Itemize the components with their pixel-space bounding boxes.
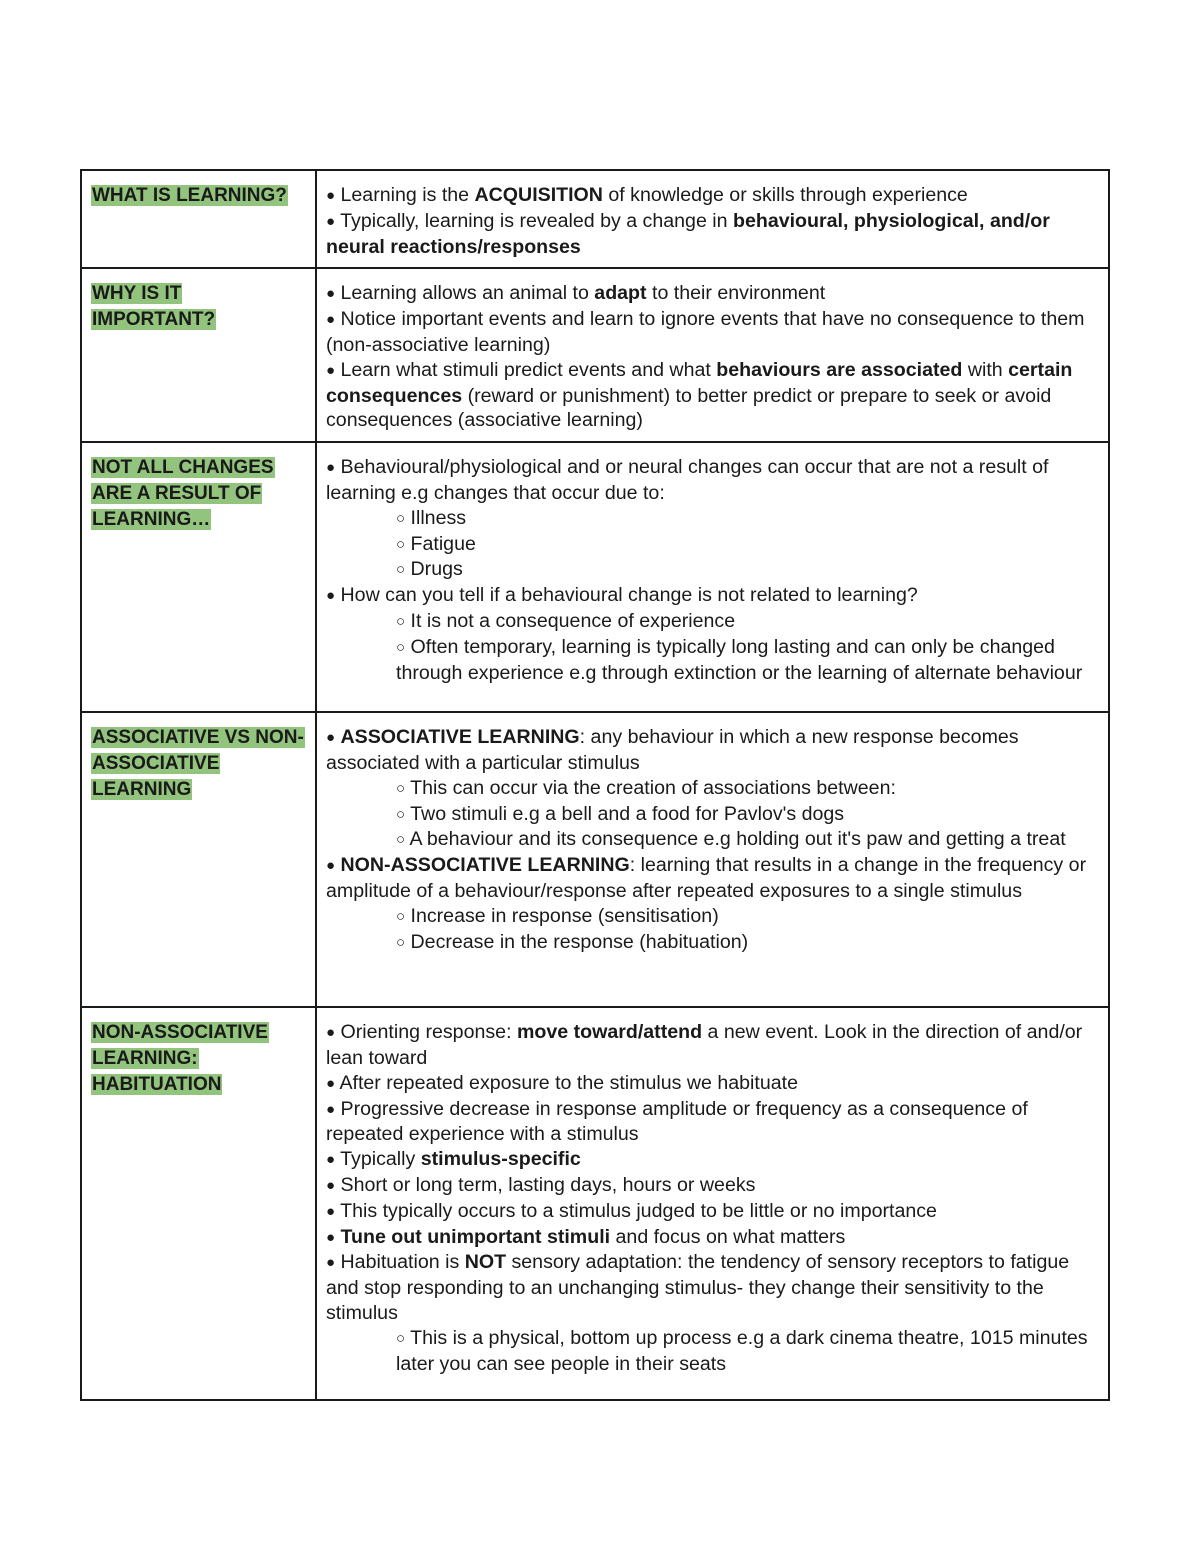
hollow-bullet-icon: ○ <box>396 612 406 630</box>
bullet-item <box>326 583 1099 609</box>
text: Fatigue <box>410 532 476 555</box>
bullet-item <box>326 1147 1099 1173</box>
text: Often temporary, learning is typically long lasting and can only be changed through experience e.g through extinction or the learning of alternate behaviour <box>396 635 1083 684</box>
bullet-icon: ● <box>326 311 336 329</box>
text: This can occur via the creation of associations between: <box>410 776 896 799</box>
text: Behavioural/physiological and or neural changes can occur that are not a result of learning e.g changes that occur due to: <box>326 456 1049 504</box>
row-heading-cell <box>81 1007 316 1400</box>
text: Two stimuli e.g a bell and a food for Pavlov's dogs <box>410 802 845 825</box>
bullet-item <box>326 1250 1099 1325</box>
bullet-icon: ● <box>326 361 336 379</box>
text: Decrease in the response (habituation) <box>410 930 749 953</box>
text: Increase in response (sensitisation) <box>410 904 719 927</box>
bullet-icon: ● <box>326 587 336 605</box>
text: Short or long term, lasting days, hours or weeks <box>340 1173 756 1196</box>
text: How can you tell if a behavioural change is not related to learning? <box>340 584 918 607</box>
sub-bullet-item <box>326 506 1099 532</box>
bold-text: adapt <box>594 282 647 305</box>
row-heading: WHAT IS LEARNING? <box>92 185 287 206</box>
notes-table-body <box>81 170 1109 1400</box>
text: It is not a consequence of experience <box>410 609 736 632</box>
bold-text: move toward/attend <box>516 1021 703 1044</box>
text: Learning allows an animal to <box>340 282 595 305</box>
text: Illness <box>410 506 467 529</box>
text: : learning that results in a change in the frequency or amplitude of a behaviour/response after repeated exposures to a single stimulus <box>326 854 1087 902</box>
bold-text: behavioural, physiological, and/or neural reactions/responses <box>326 209 1050 258</box>
bullet-icon: ● <box>326 729 336 747</box>
bullet-item <box>326 307 1099 358</box>
text: This typically occurs to a stimulus judged to be little or no importance <box>340 1199 937 1222</box>
sub-bullet-item <box>326 609 1099 635</box>
bullet-item <box>326 1173 1099 1199</box>
text: Learning is the <box>340 184 475 206</box>
text: (reward or punishment) to better predict or prepare to seek or avoid consequences (associative learning) <box>326 384 1052 432</box>
row-heading-cell <box>81 170 316 268</box>
bold-text: behaviours are associated <box>716 358 963 381</box>
bold-text: certain consequences <box>326 358 1073 407</box>
bullet-item <box>326 1020 1099 1071</box>
bullet-icon: ● <box>326 1151 336 1169</box>
hollow-bullet-icon: ○ <box>396 561 406 579</box>
bullet-icon: ● <box>326 1024 336 1042</box>
row-content-cell <box>316 170 1109 268</box>
text: and focus on what matters <box>610 1225 846 1248</box>
text: of knowledge or skills through experience <box>602 184 968 206</box>
bullet-item <box>326 183 1099 209</box>
text: Typically, learning is revealed by a change in <box>340 209 733 232</box>
notes-table <box>80 169 1110 1401</box>
text: : any behaviour in which a new response becomes associated with a particular stimulus <box>326 726 1019 774</box>
bold-text: NOT <box>464 1251 507 1274</box>
bold-text: stimulus-specific <box>420 1148 581 1171</box>
bullet-icon: ● <box>326 285 336 303</box>
text: Learn what stimuli predict events and what <box>340 358 717 381</box>
row-content-cell <box>316 1007 1109 1400</box>
bullet-icon: ● <box>326 1100 336 1118</box>
text: Orienting response: <box>340 1021 517 1044</box>
hollow-bullet-icon: ○ <box>396 638 406 656</box>
bullet-icon: ● <box>326 857 336 875</box>
text: Habituation is <box>340 1251 465 1274</box>
bullet-icon: ● <box>326 459 336 477</box>
row-heading-cell <box>81 712 316 1007</box>
text: a new event. Look in the direction of and/or lean toward <box>326 1021 1083 1069</box>
row-heading: WHY IS IT IMPORTANT? <box>92 283 216 331</box>
row-heading: NOT ALL CHANGES ARE A RESULT OF LEARNING… <box>92 457 274 530</box>
table-row <box>81 170 1109 268</box>
text: After repeated exposure to the stimulus we habituate <box>339 1071 798 1094</box>
bullet-item <box>326 1097 1099 1148</box>
hollow-bullet-icon: ○ <box>396 779 406 797</box>
bullet-item <box>326 1071 1099 1097</box>
row-heading-cell <box>81 442 316 712</box>
sub-bullet-item <box>326 802 1099 828</box>
bullet-item <box>326 1225 1099 1251</box>
bullet-icon: ● <box>326 187 336 204</box>
bullet-item <box>326 455 1099 506</box>
bold-text: ACQUISITION <box>474 184 603 206</box>
sub-bullet-item <box>326 930 1099 956</box>
row-heading: NON-ASSOCIATIVE LEARNING: HABITUATION <box>92 1022 268 1095</box>
text: with <box>962 358 1009 381</box>
row-content-cell <box>316 268 1109 442</box>
bullet-item <box>326 853 1099 904</box>
text: This is a physical, bottom up process e.g a dark cinema theatre, 1015 minutes later you can see people in their seats <box>396 1326 1088 1375</box>
bullet-icon: ● <box>326 1228 336 1246</box>
hollow-bullet-icon: ○ <box>396 509 406 527</box>
text: A behaviour and its consequence e.g holding out it's paw and getting a treat <box>409 828 1066 851</box>
table-row <box>81 1007 1109 1400</box>
sub-bullet-item <box>326 532 1099 558</box>
sub-bullet-item <box>326 827 1099 853</box>
text: Drugs <box>410 558 463 581</box>
text: Typically <box>340 1148 421 1171</box>
row-heading-cell <box>81 268 316 442</box>
bullet-icon: ● <box>326 212 336 230</box>
bold-text: ASSOCIATIVE LEARNING <box>340 726 580 749</box>
text: sensory adaptation: the tendency of sensory receptors to fatigue and stop responding to an unchanging stimulus- they change their sensitivity to the stimulus <box>326 1251 1070 1324</box>
hollow-bullet-icon: ○ <box>396 907 406 925</box>
bullet-icon: ● <box>326 1074 336 1092</box>
sub-bullet-item <box>326 557 1099 583</box>
text: to their environment <box>646 282 826 305</box>
bullet-item <box>326 725 1099 776</box>
sub-bullet-item <box>326 776 1099 802</box>
bullet-item <box>326 281 1099 307</box>
bullet-item <box>326 358 1099 433</box>
table-row <box>81 712 1109 1007</box>
table-row <box>81 268 1109 442</box>
bullet-item <box>326 209 1099 260</box>
text: Notice important events and learn to ignore events that have no consequence to them (non-associative learning) <box>326 308 1085 356</box>
hollow-bullet-icon: ○ <box>396 831 406 849</box>
bold-text: Tune out unimportant stimuli <box>340 1225 611 1248</box>
bullet-icon: ● <box>326 1176 336 1194</box>
sub-bullet-item <box>326 635 1099 686</box>
hollow-bullet-icon: ○ <box>396 933 406 951</box>
hollow-bullet-icon: ○ <box>396 1329 406 1347</box>
bullet-icon: ● <box>326 1254 336 1272</box>
row-content-cell <box>316 712 1109 1007</box>
hollow-bullet-icon: ○ <box>396 535 406 553</box>
sub-bullet-item <box>326 1326 1099 1377</box>
sub-bullet-item <box>326 904 1099 930</box>
text: Progressive decrease in response amplitude or frequency as a consequence of repeated experience with a stimulus <box>326 1097 1028 1146</box>
bullet-icon: ● <box>326 1202 336 1220</box>
bold-text: NON-ASSOCIATIVE LEARNING <box>340 854 630 877</box>
bullet-item <box>326 1199 1099 1225</box>
row-content-cell <box>316 442 1109 712</box>
hollow-bullet-icon: ○ <box>396 805 406 823</box>
row-heading: ASSOCIATIVE VS NON-ASSOCIATIVE LEARNING <box>92 727 304 800</box>
table-row <box>81 442 1109 712</box>
